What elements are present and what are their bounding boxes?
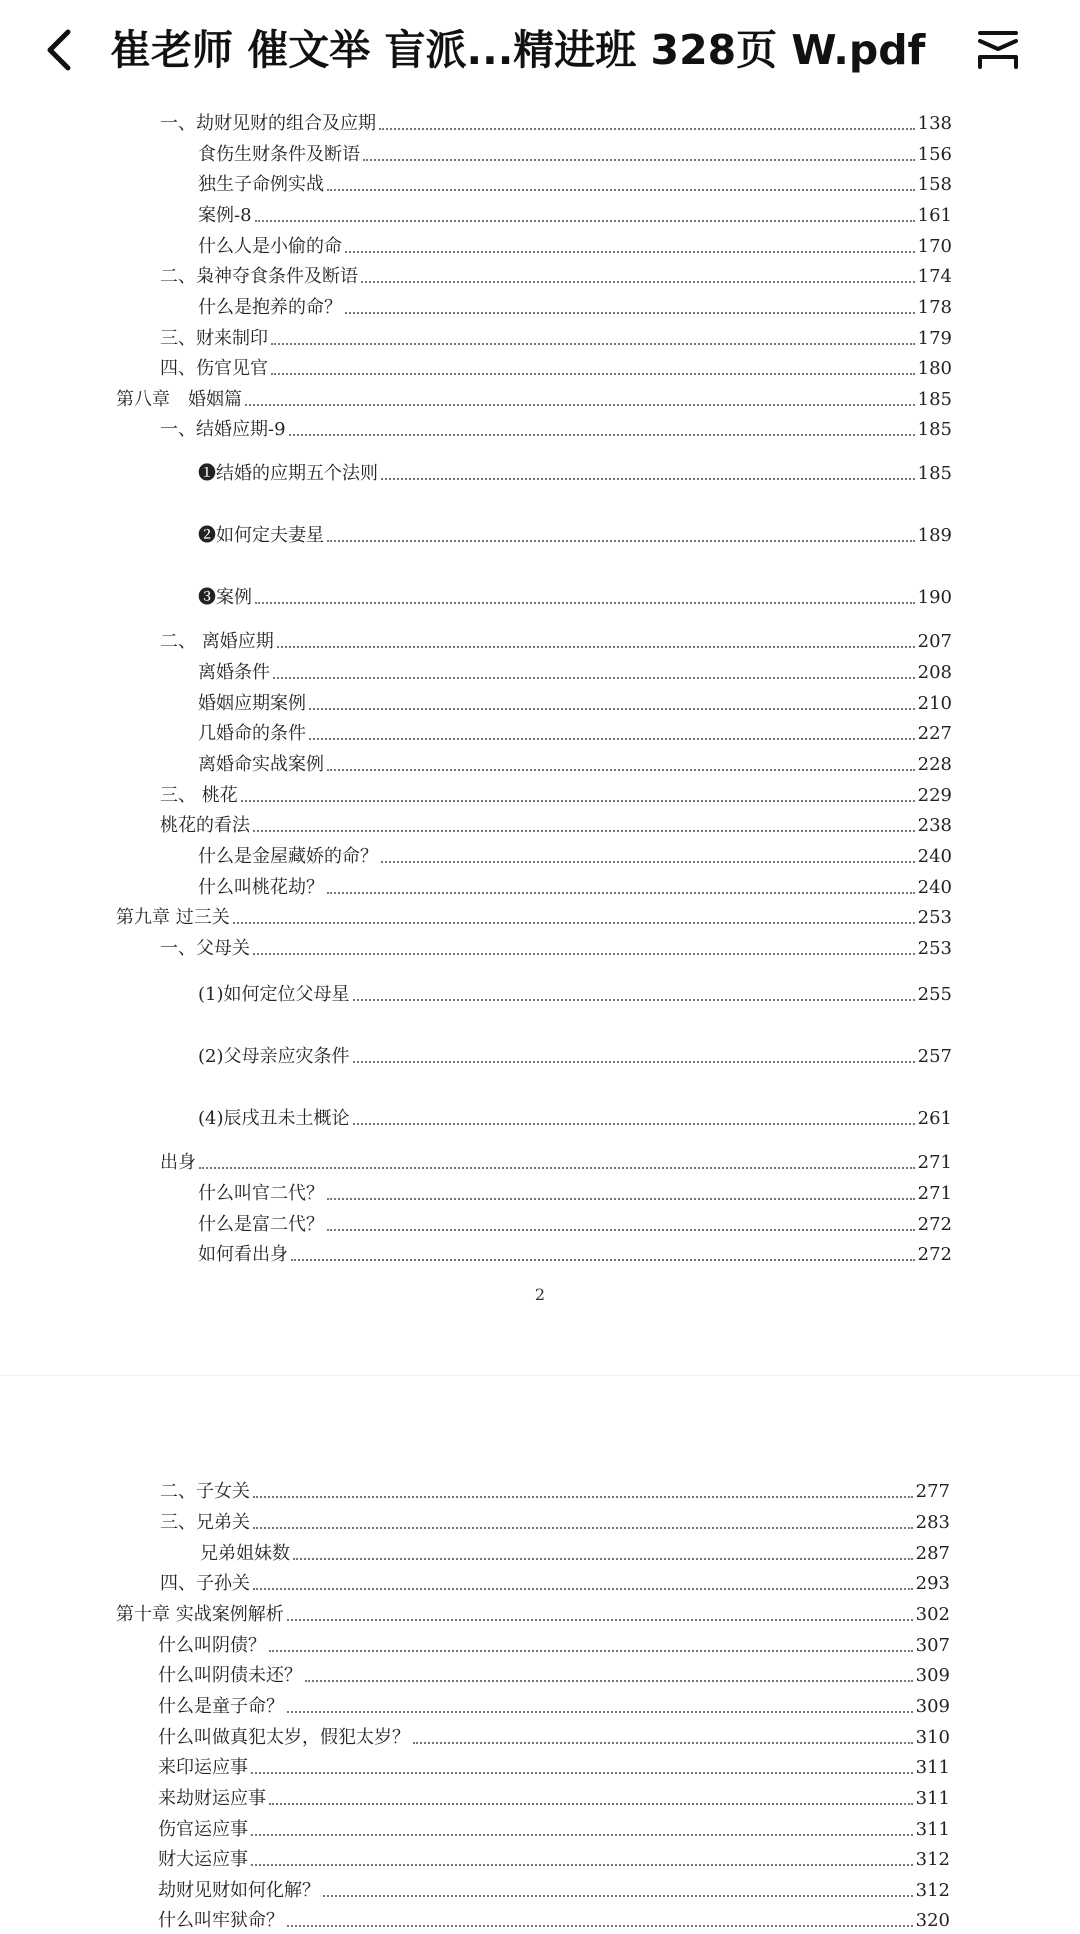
toc-entry-title: 四、子孙关 [160,1573,250,1594]
document-title: 崔老师 催文举 盲派...精进班 328页 W.pdf [110,26,926,74]
toc-entry-page: 238 [917,815,952,836]
toc-leader-dots [269,1650,913,1652]
toc-entry-page: 309 [915,1665,950,1686]
toc-entry-title: 离婚命实战案例 [198,754,324,775]
toc-entry-page: 179 [917,328,952,349]
toc-entry[interactable] [158,1720,950,1750]
toc-entry[interactable] [198,686,952,716]
toc-entry-page: 271 [917,1183,952,1204]
toc-entry[interactable] [198,167,952,197]
toc-entry-page: 320 [915,1910,950,1931]
toc-leader-dots [253,830,915,832]
toc-entry-title: 二、子女关 [160,1481,250,1502]
toc-entry-page: 261 [917,1108,952,1129]
toc-entry-title: 什么叫做真犯太岁，假犯太岁？ [158,1727,410,1748]
toc-entry-title: 离婚条件 [198,662,270,683]
toc-entry-title: 财大运应事 [158,1849,248,1870]
toc-entry-page: 161 [917,205,952,226]
toc-entry-page: 190 [917,587,952,608]
toc-entry-title: 什么是抱养的命？ [198,297,342,318]
toc-entry-title: 第八章 婚姻篇 [116,389,242,410]
toc-entry[interactable] [198,655,952,685]
toc-entry[interactable] [160,1474,950,1504]
toc-entry[interactable] [198,1176,952,1206]
toc-entry[interactable] [198,580,952,610]
toc-entry-title: 劫财见财如何化解？ [158,1880,320,1901]
toc-leader-dots [327,189,915,191]
toc-leader-dots [363,159,915,161]
toc-leader-dots [345,251,915,253]
toc-entry[interactable] [116,900,952,930]
toc-entry-page: 311 [915,1788,950,1809]
toc-entry-title: 什么叫阴债？ [158,1635,266,1656]
toc-entry-page: 302 [915,1604,950,1625]
toc-entry[interactable] [160,624,952,654]
toc-entry-page: 272 [917,1214,952,1235]
pdf-page[interactable] [0,100,1080,1375]
toc-entry-title: 二、 离婚应期 [160,631,274,652]
toc-leader-dots [253,1496,913,1498]
toc-entry[interactable] [116,1597,950,1627]
toc-entry-page: 227 [917,723,952,744]
toc-entry[interactable] [158,1658,950,1688]
toc-entry-title: 第十章 实战案例解析 [116,1604,284,1625]
toc-entry-title: 第九章 过三关 [116,907,230,928]
toc-leader-dots [305,1680,913,1682]
toc-leader-dots [361,281,915,283]
toc-entry-page: 283 [915,1512,950,1533]
toc-entry-title: 什么叫牢狱命？ [158,1910,284,1931]
toc-entry-page: 311 [915,1757,950,1778]
toc-entry-title: 来劫财运应事 [158,1788,266,1809]
toc-entry-title: (4)辰戌丑未土概论 [198,1108,350,1129]
toc-entry-page: 138 [917,113,952,134]
toc-leader-dots [327,540,915,542]
toc-entry-page: 189 [917,525,952,546]
toc-entry-title: 三、财来制印 [160,328,268,349]
toc-entry-title: 案例-8 [198,205,252,226]
back-button[interactable] [34,22,84,78]
page-number: 2 [534,1285,546,1304]
toc-leader-dots [287,1711,913,1713]
toc-entry-page: 271 [917,1152,952,1173]
split-view-icon [974,27,1022,73]
toc-entry[interactable] [158,1903,950,1933]
toc-entry-page: 170 [917,236,952,257]
toc-entry[interactable] [160,1145,952,1175]
toc-entry-page: 158 [917,174,952,195]
toc-entry[interactable] [160,1505,950,1535]
toc-entry-page: 257 [917,1046,952,1067]
toc-entry-page: 229 [917,785,952,806]
toc-entry-page: 255 [917,984,952,1005]
toc-entry[interactable] [198,229,952,259]
toc-leader-dots [251,1772,913,1774]
toc-leader-dots [309,708,915,710]
toc-leader-dots [253,1588,913,1590]
toc-entry-page: 180 [917,358,952,379]
toc-entry-page: 293 [915,1573,950,1594]
toc-entry[interactable] [160,412,952,442]
toc-leader-dots [327,1198,915,1200]
toc-leader-dots [241,800,915,802]
toc-entry[interactable] [198,839,952,869]
toc-entry-page: 185 [917,419,952,440]
toc-entry[interactable] [198,518,952,548]
toc-entry-title: ❸案例 [198,587,252,608]
toc-entry-title: (1)如何定位父母星 [198,984,350,1005]
toc-entry[interactable] [198,747,952,777]
toc-entry-title: (2)父母亲应灾条件 [198,1046,350,1067]
toc-entry[interactable] [198,870,952,900]
toc-entry[interactable] [158,1628,950,1658]
chevron-left-icon [44,28,74,72]
toc-entry-page: 311 [915,1819,950,1840]
toc-leader-dots [353,1123,915,1125]
toc-entry[interactable] [160,351,952,381]
toc-entry[interactable] [198,1101,952,1131]
toc-entry-title: 桃花的看法 [160,815,250,836]
toc-entry[interactable] [158,1750,950,1780]
toc-entry[interactable] [158,1842,950,1872]
toc-entry[interactable] [160,931,952,961]
toc-leader-dots [253,953,915,955]
toc-leader-dots [353,1061,915,1063]
toc-leader-dots [277,646,915,648]
toc-entry[interactable] [158,1812,950,1842]
toc-leader-dots [273,677,915,679]
toc-entry-title: 一、父母关 [160,938,250,959]
toc-entry-title: 什么是富二代？ [198,1214,324,1235]
toc-entry[interactable] [160,259,952,289]
toc-entry[interactable] [198,290,952,320]
toc-entry-page: 309 [915,1696,950,1717]
toc-leader-dots [353,999,915,1001]
toc-leader-dots [251,1864,913,1866]
toc-leader-dots [327,892,915,894]
toc-entry[interactable] [198,198,952,228]
toc-leader-dots [413,1742,913,1744]
toc-entry-title: 什么叫官二代？ [198,1183,324,1204]
toc-entry-page: 210 [917,693,952,714]
toc-entry[interactable] [116,382,952,412]
toc-entry-page: 185 [917,389,952,410]
toc-leader-dots [289,434,915,436]
toc-leader-dots [253,1527,913,1529]
toc-leader-dots [327,769,915,771]
toc-leader-dots [379,128,915,130]
toc-entry[interactable] [198,456,952,486]
toc-entry-title: 什么叫桃花劫？ [198,877,324,898]
toc-entry-page: 156 [917,144,952,165]
toc-entry[interactable] [158,1873,950,1903]
toc-entry-page: 312 [915,1880,950,1901]
toc-entry[interactable] [160,106,952,136]
toc-entry-title: 什么人是小偷的命 [198,236,342,257]
toc-leader-dots [255,220,915,222]
toc-leader-dots [233,922,915,924]
toc-entry-page: 310 [915,1727,950,1748]
toc-entry-title: 伤官运应事 [158,1819,248,1840]
toc-entry[interactable] [160,808,952,838]
toc-entry-page: 185 [917,463,952,484]
toc-entry-page: 207 [917,631,952,652]
toc-entry-title: 独生子命例实战 [198,174,324,195]
toc-entry-page: 307 [915,1635,950,1656]
toc-leader-dots [245,404,915,406]
toc-leader-dots [271,343,915,345]
toc-leader-dots [381,478,915,480]
toc-entry[interactable] [198,1207,952,1237]
toc-entry-title: 二、枭神夺食条件及断语 [160,266,358,287]
toc-entry-title: 四、伤官见官 [160,358,268,379]
toc-leader-dots [269,1803,913,1805]
toc-entry-page: 208 [917,662,952,683]
toc-entry-page: 174 [917,266,952,287]
toc-entry-title: 什么是金屋藏娇的命？ [198,846,378,867]
toc-entry[interactable] [160,778,952,808]
toc-entry[interactable] [160,321,952,351]
toc-entry-title: 一、劫财见财的组合及应期 [160,113,376,134]
toc-entry-title: 几婚命的条件 [198,723,306,744]
toc-entry[interactable] [198,977,952,1007]
toc-entry-page: 277 [915,1481,950,1502]
toc-leader-dots [199,1167,915,1169]
toc-leader-dots [287,1925,913,1927]
toc-entry-page: 228 [917,754,952,775]
toc-entry-title: 一、结婚应期-9 [160,419,286,440]
toc-entry-title: 三、 桃花 [160,785,238,806]
toc-entry-title: 什么是童子命？ [158,1696,284,1717]
toc-entry[interactable] [198,1039,952,1069]
toc-leader-dots [251,1834,913,1836]
toc-entry-page: 253 [917,907,952,928]
toc-entry-title: 兄弟姐妹数 [200,1543,290,1564]
toc-entry-title: 三、兄弟关 [160,1512,250,1533]
toc-entry[interactable] [160,1566,950,1596]
toc-entry-title: 如何看出身 [198,1244,288,1265]
toc-leader-dots [381,861,915,863]
pdf-page[interactable] [0,1376,1080,1934]
toc-leader-dots [291,1259,915,1261]
toc-entry[interactable] [158,1781,950,1811]
view-mode-button[interactable] [970,22,1026,78]
toc-entry-title: 什么叫阴债未还？ [158,1665,302,1686]
toc-entry-page: 287 [915,1543,950,1564]
toc-leader-dots [271,373,915,375]
toc-entry-page: 253 [917,938,952,959]
toc-entry-page: 240 [917,877,952,898]
toc-leader-dots [345,312,915,314]
toc-entry[interactable] [198,716,952,746]
toc-entry[interactable] [198,1237,952,1267]
toc-entry-title: 来印运应事 [158,1757,248,1778]
toc-entry-title: 食伤生财条件及断语 [198,144,360,165]
toc-leader-dots [309,738,915,740]
toc-entry-page: 272 [917,1244,952,1265]
toc-entry-title: ❷如何定夫妻星 [198,525,324,546]
toc-leader-dots [293,1558,913,1560]
toc-entry[interactable] [200,1536,950,1566]
toc-leader-dots [323,1895,913,1897]
toc-entry-page: 178 [917,297,952,318]
toc-entry-page: 240 [917,846,952,867]
top-bar [0,0,1080,101]
toc-entry-title: ❶结婚的应期五个法则 [198,463,378,484]
toc-leader-dots [287,1619,913,1621]
toc-leader-dots [255,602,915,604]
toc-entry-title: 出身 [160,1152,196,1173]
toc-entry-title: 婚姻应期案例 [198,693,306,714]
toc-entry[interactable] [158,1689,950,1719]
toc-entry[interactable] [198,137,952,167]
toc-entry-page: 312 [915,1849,950,1870]
toc-leader-dots [327,1229,915,1231]
